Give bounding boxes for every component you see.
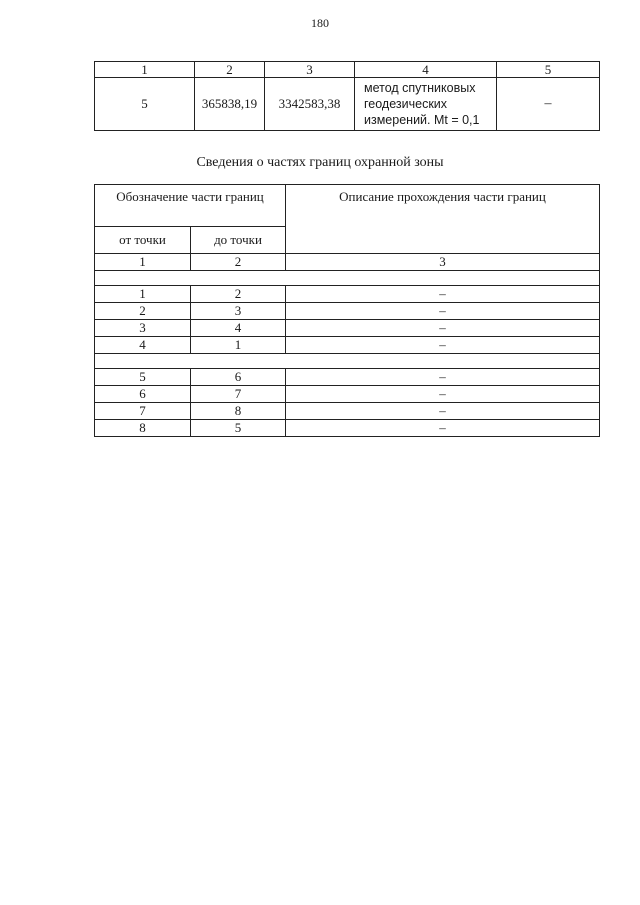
method-line: измерений. Mt = 0,1 [364,113,480,127]
group-separator-row [95,271,600,286]
description-cell: – [286,403,600,420]
coordinates-header-row [95,62,600,78]
to-point: 7 [191,386,286,403]
table-row [95,337,600,354]
to-point: 8 [191,403,286,420]
point-number: 5 [95,78,195,131]
method-description [355,78,497,131]
column-number: 1 [95,62,195,78]
column-number: 2 [191,254,286,271]
table-row [95,386,600,403]
method-line: метод спутниковых [364,81,476,95]
column-number: 5 [497,62,600,78]
table-row [95,403,600,420]
page-number: 180 [311,16,329,30]
to-point: 1 [191,337,286,354]
description-cell: – [286,320,600,337]
coordinate-y: 3342583,38 [265,78,355,131]
description-cell: – [286,286,600,303]
column-number: 1 [95,254,191,271]
to-point: 4 [191,320,286,337]
boundary-parts-table [94,184,600,437]
header-row [95,185,600,227]
from-point: 3 [95,320,191,337]
from-point: 6 [95,386,191,403]
to-point: 5 [191,420,286,437]
column-5-value: – [497,78,600,131]
table-row [95,78,600,131]
table-row [95,286,600,303]
table-row [95,369,600,386]
to-point: 3 [191,303,286,320]
section-title: Сведения о частях границ охранной зоны [196,155,444,170]
column-number: 4 [355,62,497,78]
column-number: 3 [286,254,600,271]
group-separator-row [95,354,600,369]
description-cell: – [286,369,600,386]
description-cell: – [286,420,600,437]
header-to-point: до точки [191,227,286,254]
header-from-point: от точки [95,227,191,254]
description-cell: – [286,303,600,320]
column-number: 2 [195,62,265,78]
description-cell: – [286,337,600,354]
coordinate-x: 365838,19 [195,78,265,131]
from-point: 5 [95,369,191,386]
to-point: 2 [191,286,286,303]
description-cell: – [286,386,600,403]
from-point: 2 [95,303,191,320]
header-boundary-designation: Обозначение части границ [95,185,286,227]
table-row [95,420,600,437]
to-point: 6 [191,369,286,386]
from-point: 4 [95,337,191,354]
from-point: 8 [95,420,191,437]
table-row [95,303,600,320]
method-line: геодезических [364,97,448,111]
header-boundary-description: Описание прохождения части границ [286,185,600,254]
from-point: 7 [95,403,191,420]
from-point: 1 [95,286,191,303]
column-numbers-row [95,254,600,271]
column-number: 3 [265,62,355,78]
table-row [95,320,600,337]
coordinates-table [94,61,600,131]
